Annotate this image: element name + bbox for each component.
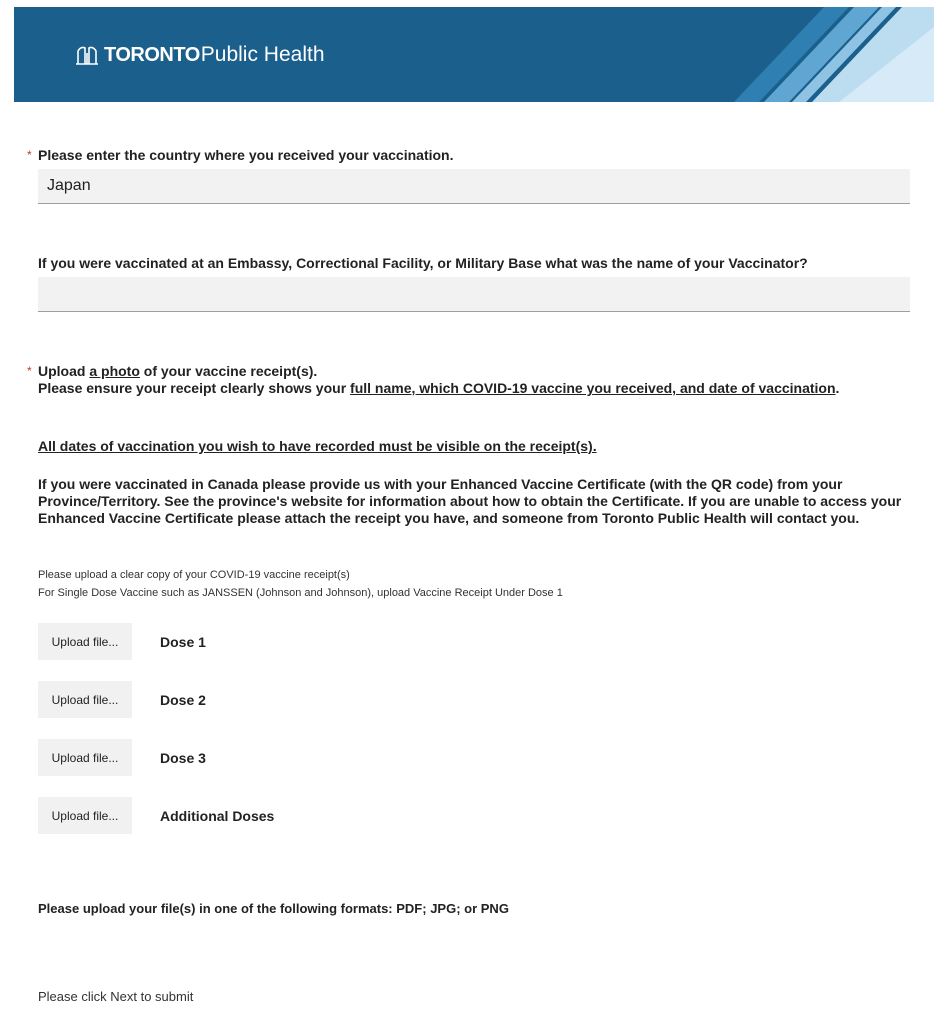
- dose-1-label: Dose 1: [160, 633, 206, 650]
- upload-file-button-dose-2[interactable]: Upload file...: [38, 681, 132, 718]
- upload-instructions: [38, 363, 908, 397]
- vaccinator-question-label: If you were vaccinated at an Embassy, Correctional Facility, or Military Base what was the name of your Vaccinator?: [38, 255, 808, 271]
- dose-3-label: Dose 3: [160, 749, 206, 766]
- upload-row-dose-3: [38, 739, 206, 776]
- header-banner: [14, 7, 934, 102]
- upload-file-button-dose-3[interactable]: Upload file...: [38, 739, 132, 776]
- upload-row-additional-doses: [38, 797, 274, 834]
- upload-file-button-dose-1[interactable]: Upload file...: [38, 623, 132, 660]
- dates-visible-text: All dates of vaccination you wish to have recorded must be visible on the receipt(s).: [38, 438, 597, 454]
- upload-file-button-additional-doses[interactable]: Upload file...: [38, 797, 132, 834]
- additional-doses-label: Additional Doses: [160, 807, 275, 824]
- vaccinator-name-input[interactable]: [38, 277, 910, 312]
- dates-visible-note: [38, 438, 908, 455]
- upload-text-post: of your vaccine receipt(s).: [139, 363, 318, 379]
- country-input[interactable]: [38, 169, 910, 204]
- file-formats-note: Please upload your file(s) in one of the following formats: PDF; JPG; or PNG: [38, 901, 509, 916]
- canada-certificate-note: If you were vaccinated in Canada please provide us with your Enhanced Vaccine Certificate (with the QR code) from your Province/Territory. See the province's website for information about how to obtain the Certificate. If you are unable to access your Enhanced Vaccine Certificate please attach the receipt you have, and someone from Toronto Public Health will contact you.: [38, 476, 902, 526]
- dose-2-label: Dose 2: [160, 691, 206, 708]
- banner-stripes: [674, 7, 934, 102]
- receipt-requirement-details: full name, which COVID-19 vaccine you received, and date of vaccination: [350, 380, 836, 396]
- required-asterisk: *: [27, 364, 32, 378]
- toronto-public-health-logo: [76, 43, 325, 67]
- upload-text-pre: Upload: [38, 363, 90, 379]
- country-question-label: Please enter the country where you received your vaccination.: [38, 147, 454, 163]
- city-hall-icon: [76, 45, 98, 65]
- required-asterisk: *: [27, 148, 32, 162]
- receipt-requirement-pre: Please ensure your receipt clearly shows your: [38, 380, 351, 396]
- photo-link[interactable]: a photo: [89, 363, 140, 379]
- submit-instruction: Please click Next to submit: [38, 989, 194, 1004]
- single-dose-help-text: For Single Dose Vaccine such as JANSSEN (Johnson and Johnson), upload Vaccine Receipt Under Dose 1: [38, 587, 563, 599]
- upload-help-text: Please upload a clear copy of your COVID-19 vaccine receipt(s): [38, 569, 350, 581]
- upload-row-dose-1: [38, 623, 206, 660]
- upload-row-dose-2: [38, 681, 206, 718]
- receipt-requirement-post: .: [835, 380, 840, 396]
- logo-text-toronto: TORONTO: [104, 43, 200, 66]
- logo-text-public-health: Public Health: [200, 43, 325, 66]
